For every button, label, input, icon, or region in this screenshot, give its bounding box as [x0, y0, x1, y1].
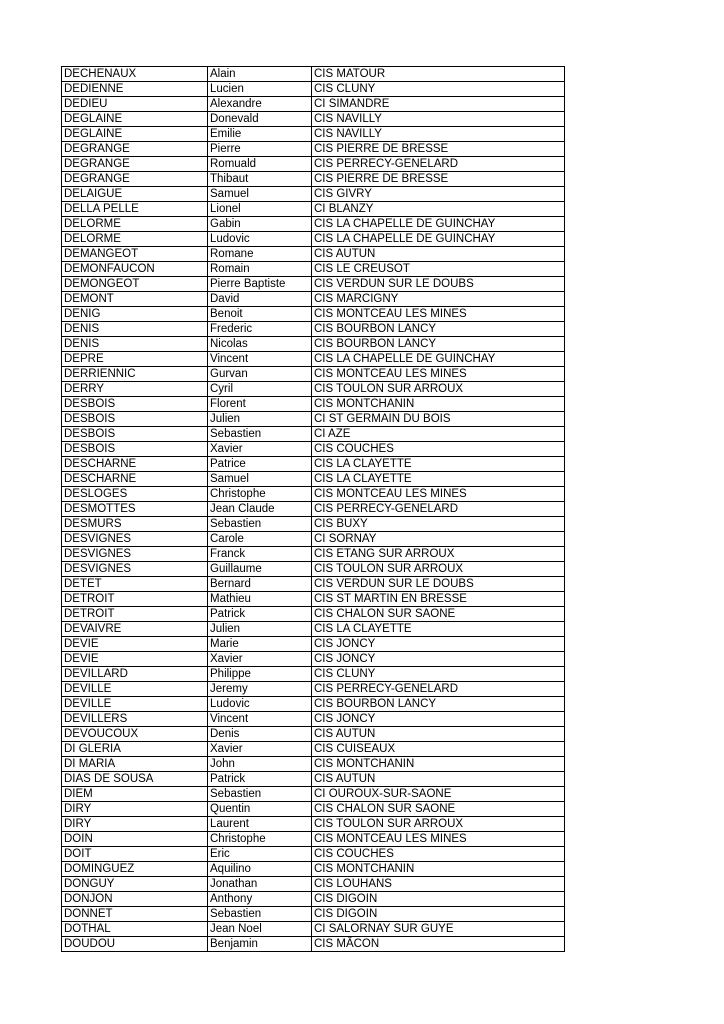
table-row — [62, 322, 565, 337]
station-cell: CIS COUCHES — [312, 442, 565, 457]
last-name-cell: DEVILLE — [62, 682, 208, 697]
first-name-cell: Eric — [208, 847, 312, 862]
station-cell: CIS JONCY — [312, 637, 565, 652]
station-cell: CI OUROUX-SUR-SAONE — [312, 787, 565, 802]
table-row — [62, 607, 565, 622]
first-name-cell: John — [208, 757, 312, 772]
table-row — [62, 472, 565, 487]
station-cell: CIS GIVRY — [312, 187, 565, 202]
table-row — [62, 247, 565, 262]
first-name-cell: Sebastien — [208, 517, 312, 532]
station-cell: CI SORNAY — [312, 532, 565, 547]
table-row — [62, 97, 565, 112]
table-row — [62, 187, 565, 202]
station-cell: CIS JONCY — [312, 652, 565, 667]
station-cell: CIS CHALON SUR SAONE — [312, 607, 565, 622]
station-cell: CIS BOURBON LANCY — [312, 337, 565, 352]
table-row — [62, 772, 565, 787]
table-row — [62, 937, 565, 952]
station-cell: CIS PERRECY-GENELARD — [312, 502, 565, 517]
table-row — [62, 142, 565, 157]
first-name-cell: Carole — [208, 532, 312, 547]
station-cell: CIS VERDUN SUR LE DOUBS — [312, 277, 565, 292]
last-name-cell: DIRY — [62, 817, 208, 832]
last-name-cell: DESBOIS — [62, 442, 208, 457]
last-name-cell: DEGLAINE — [62, 112, 208, 127]
table-row — [62, 787, 565, 802]
last-name-cell: DEVILLE — [62, 697, 208, 712]
station-cell: CIS LA CHAPELLE DE GUINCHAY — [312, 217, 565, 232]
last-name-cell: DELAIGUE — [62, 187, 208, 202]
last-name-cell: DEPRE — [62, 352, 208, 367]
last-name-cell: DENIS — [62, 322, 208, 337]
first-name-cell: Laurent — [208, 817, 312, 832]
table-row — [62, 232, 565, 247]
station-cell: CIS COUCHES — [312, 847, 565, 862]
station-cell: CIS PERRECY-GENELARD — [312, 157, 565, 172]
station-cell: CIS MARCIGNY — [312, 292, 565, 307]
table-row — [62, 427, 565, 442]
personnel-table-body — [62, 67, 565, 952]
station-cell: CIS MÂCON — [312, 937, 565, 952]
station-cell: CIS BUXY — [312, 517, 565, 532]
first-name-cell: Xavier — [208, 652, 312, 667]
station-cell: CIS ST MARTIN EN BRESSE — [312, 592, 565, 607]
station-cell: CI SIMANDRE — [312, 97, 565, 112]
last-name-cell: DONGUY — [62, 877, 208, 892]
station-cell: CIS LA CLAYETTE — [312, 457, 565, 472]
station-cell: CIS CUISEAUX — [312, 742, 565, 757]
station-cell: CI ST GERMAIN DU BOIS — [312, 412, 565, 427]
last-name-cell: DOMINGUEZ — [62, 862, 208, 877]
station-cell: CIS VERDUN SUR LE DOUBS — [312, 577, 565, 592]
first-name-cell: Philippe — [208, 667, 312, 682]
last-name-cell: DI GLERIA — [62, 742, 208, 757]
first-name-cell: Guillaume — [208, 562, 312, 577]
last-name-cell: DERRY — [62, 382, 208, 397]
station-cell: CIS MONTCHANIN — [312, 757, 565, 772]
last-name-cell: DEVOUCOUX — [62, 727, 208, 742]
first-name-cell: Pierre Baptiste — [208, 277, 312, 292]
last-name-cell: DESMOTTES — [62, 502, 208, 517]
station-cell: CIS DIGOIN — [312, 892, 565, 907]
first-name-cell: Xavier — [208, 442, 312, 457]
first-name-cell: Jonathan — [208, 877, 312, 892]
station-cell: CIS MONTCEAU LES MINES — [312, 367, 565, 382]
first-name-cell: Alexandre — [208, 97, 312, 112]
first-name-cell: Christophe — [208, 487, 312, 502]
table-row — [62, 442, 565, 457]
table-row — [62, 712, 565, 727]
last-name-cell: DIAS DE SOUSA — [62, 772, 208, 787]
station-cell: CIS CLUNY — [312, 667, 565, 682]
station-cell: CIS AUTUN — [312, 247, 565, 262]
table-row — [62, 862, 565, 877]
first-name-cell: Patrick — [208, 607, 312, 622]
last-name-cell: DEMONFAUCON — [62, 262, 208, 277]
last-name-cell: DEMONGEOT — [62, 277, 208, 292]
last-name-cell: DONJON — [62, 892, 208, 907]
last-name-cell: DEDIENNE — [62, 82, 208, 97]
table-row — [62, 832, 565, 847]
last-name-cell: DONNET — [62, 907, 208, 922]
last-name-cell: DEGLAINE — [62, 127, 208, 142]
first-name-cell: Vincent — [208, 352, 312, 367]
first-name-cell: Pierre — [208, 142, 312, 157]
last-name-cell: DECHENAUX — [62, 67, 208, 82]
table-row — [62, 307, 565, 322]
table-row — [62, 277, 565, 292]
station-cell: CIS MONTCEAU LES MINES — [312, 832, 565, 847]
table-row — [62, 502, 565, 517]
table-row — [62, 112, 565, 127]
station-cell: CIS DIGOIN — [312, 907, 565, 922]
station-cell: CIS TOULON SUR ARROUX — [312, 817, 565, 832]
first-name-cell: Xavier — [208, 742, 312, 757]
table-row — [62, 892, 565, 907]
first-name-cell: Aquilino — [208, 862, 312, 877]
table-row — [62, 847, 565, 862]
station-cell: CI SALORNAY SUR GUYE — [312, 922, 565, 937]
last-name-cell: DETROIT — [62, 607, 208, 622]
last-name-cell: DEVIE — [62, 652, 208, 667]
first-name-cell: Romane — [208, 247, 312, 262]
first-name-cell: Frederic — [208, 322, 312, 337]
last-name-cell: DOIN — [62, 832, 208, 847]
table-row — [62, 802, 565, 817]
first-name-cell: Bernard — [208, 577, 312, 592]
last-name-cell: DOUDOU — [62, 937, 208, 952]
table-row — [62, 727, 565, 742]
last-name-cell: DIEM — [62, 787, 208, 802]
first-name-cell: Florent — [208, 397, 312, 412]
first-name-cell: Ludovic — [208, 697, 312, 712]
station-cell: CIS LA CLAYETTE — [312, 472, 565, 487]
last-name-cell: DEDIEU — [62, 97, 208, 112]
first-name-cell: Romain — [208, 262, 312, 277]
station-cell: CI BLANZY — [312, 202, 565, 217]
station-cell: CIS BOURBON LANCY — [312, 697, 565, 712]
last-name-cell: DEVILLARD — [62, 667, 208, 682]
first-name-cell: Lionel — [208, 202, 312, 217]
first-name-cell: Jean Claude — [208, 502, 312, 517]
table-row — [62, 877, 565, 892]
table-row — [62, 532, 565, 547]
table-row — [62, 217, 565, 232]
first-name-cell: Donevald — [208, 112, 312, 127]
first-name-cell: Julien — [208, 412, 312, 427]
table-row — [62, 292, 565, 307]
table-row — [62, 412, 565, 427]
table-row — [62, 922, 565, 937]
table-row — [62, 742, 565, 757]
station-cell: CIS LA CHAPELLE DE GUINCHAY — [312, 352, 565, 367]
last-name-cell: DETROIT — [62, 592, 208, 607]
first-name-cell: Thibaut — [208, 172, 312, 187]
first-name-cell: Nicolas — [208, 337, 312, 352]
last-name-cell: DI MARIA — [62, 757, 208, 772]
first-name-cell: Sebastien — [208, 907, 312, 922]
first-name-cell: Anthony — [208, 892, 312, 907]
first-name-cell: Sebastien — [208, 427, 312, 442]
station-cell: CIS MONTCHANIN — [312, 397, 565, 412]
last-name-cell: DESBOIS — [62, 412, 208, 427]
last-name-cell: DEVAIVRE — [62, 622, 208, 637]
station-cell: CIS MONTCEAU LES MINES — [312, 307, 565, 322]
last-name-cell: DESVIGNES — [62, 562, 208, 577]
last-name-cell: DENIS — [62, 337, 208, 352]
last-name-cell: DIRY — [62, 802, 208, 817]
table-row — [62, 907, 565, 922]
last-name-cell: DERRIENNIC — [62, 367, 208, 382]
last-name-cell: DEGRANGE — [62, 172, 208, 187]
first-name-cell: Emilie — [208, 127, 312, 142]
first-name-cell: Patrice — [208, 457, 312, 472]
last-name-cell: DESCHARNE — [62, 472, 208, 487]
table-row — [62, 817, 565, 832]
table-row — [62, 622, 565, 637]
station-cell: CIS TOULON SUR ARROUX — [312, 382, 565, 397]
last-name-cell: DELLA PELLE — [62, 202, 208, 217]
table-row — [62, 562, 565, 577]
first-name-cell: David — [208, 292, 312, 307]
station-cell: CIS AUTUN — [312, 772, 565, 787]
table-row — [62, 262, 565, 277]
station-cell: CIS JONCY — [312, 712, 565, 727]
first-name-cell: Franck — [208, 547, 312, 562]
station-cell: CIS LA CLAYETTE — [312, 622, 565, 637]
station-cell: CIS MONTCHANIN — [312, 862, 565, 877]
table-row — [62, 172, 565, 187]
last-name-cell: DOTHAL — [62, 922, 208, 937]
station-cell: CIS PERRECY-GENELARD — [312, 682, 565, 697]
table-row — [62, 577, 565, 592]
first-name-cell: Mathieu — [208, 592, 312, 607]
last-name-cell: DESCHARNE — [62, 457, 208, 472]
first-name-cell: Lucien — [208, 82, 312, 97]
first-name-cell: Benjamin — [208, 937, 312, 952]
table-row — [62, 547, 565, 562]
station-cell: CIS LA CHAPELLE DE GUINCHAY — [312, 232, 565, 247]
station-cell: CIS PIERRE DE BRESSE — [312, 172, 565, 187]
table-row — [62, 682, 565, 697]
last-name-cell: DENIG — [62, 307, 208, 322]
table-row — [62, 457, 565, 472]
table-row — [62, 157, 565, 172]
first-name-cell: Romuald — [208, 157, 312, 172]
station-cell: CIS MONTCEAU LES MINES — [312, 487, 565, 502]
station-cell: CIS LE CREUSOT — [312, 262, 565, 277]
station-cell: CIS ETANG SUR ARROUX — [312, 547, 565, 562]
table-row — [62, 487, 565, 502]
first-name-cell: Cyril — [208, 382, 312, 397]
table-row — [62, 667, 565, 682]
first-name-cell: Benoit — [208, 307, 312, 322]
station-cell: CIS AUTUN — [312, 727, 565, 742]
first-name-cell: Samuel — [208, 472, 312, 487]
station-cell: CIS BOURBON LANCY — [312, 322, 565, 337]
last-name-cell: DEMONT — [62, 292, 208, 307]
last-name-cell: DELORME — [62, 232, 208, 247]
station-cell: CIS PIERRE DE BRESSE — [312, 142, 565, 157]
last-name-cell: DETET — [62, 577, 208, 592]
first-name-cell: Julien — [208, 622, 312, 637]
table-row — [62, 202, 565, 217]
last-name-cell: DEVIE — [62, 637, 208, 652]
first-name-cell: Ludovic — [208, 232, 312, 247]
last-name-cell: DOIT — [62, 847, 208, 862]
personnel-table — [61, 66, 565, 952]
station-cell: CIS LOUHANS — [312, 877, 565, 892]
station-cell: CIS TOULON SUR ARROUX — [312, 562, 565, 577]
first-name-cell: Gabin — [208, 217, 312, 232]
last-name-cell: DEGRANGE — [62, 157, 208, 172]
first-name-cell: Quentin — [208, 802, 312, 817]
table-row — [62, 337, 565, 352]
table-row — [62, 652, 565, 667]
first-name-cell: Samuel — [208, 187, 312, 202]
station-cell: CIS NAVILLY — [312, 127, 565, 142]
first-name-cell: Patrick — [208, 772, 312, 787]
station-cell: CIS CHALON SUR SAONE — [312, 802, 565, 817]
table-row — [62, 697, 565, 712]
last-name-cell: DESMURS — [62, 517, 208, 532]
station-cell: CIS CLUNY — [312, 82, 565, 97]
first-name-cell: Alain — [208, 67, 312, 82]
last-name-cell: DESBOIS — [62, 427, 208, 442]
table-row — [62, 82, 565, 97]
table-row — [62, 637, 565, 652]
table-row — [62, 367, 565, 382]
table-row — [62, 517, 565, 532]
table-row — [62, 382, 565, 397]
table-row — [62, 127, 565, 142]
station-cell: CIS MATOUR — [312, 67, 565, 82]
first-name-cell: Gurvan — [208, 367, 312, 382]
table-row — [62, 757, 565, 772]
station-cell: CI AZE — [312, 427, 565, 442]
first-name-cell: Vincent — [208, 712, 312, 727]
table-row — [62, 352, 565, 367]
last-name-cell: DESBOIS — [62, 397, 208, 412]
last-name-cell: DESVIGNES — [62, 547, 208, 562]
first-name-cell: Denis — [208, 727, 312, 742]
first-name-cell: Sebastien — [208, 787, 312, 802]
table-row — [62, 397, 565, 412]
last-name-cell: DEGRANGE — [62, 142, 208, 157]
station-cell: CIS NAVILLY — [312, 112, 565, 127]
last-name-cell: DEVILLERS — [62, 712, 208, 727]
table-row — [62, 592, 565, 607]
first-name-cell: Jeremy — [208, 682, 312, 697]
table-row — [62, 67, 565, 82]
first-name-cell: Christophe — [208, 832, 312, 847]
last-name-cell: DESVIGNES — [62, 532, 208, 547]
last-name-cell: DESLOGES — [62, 487, 208, 502]
last-name-cell: DELORME — [62, 217, 208, 232]
first-name-cell: Marie — [208, 637, 312, 652]
first-name-cell: Jean Noel — [208, 922, 312, 937]
last-name-cell: DEMANGEOT — [62, 247, 208, 262]
